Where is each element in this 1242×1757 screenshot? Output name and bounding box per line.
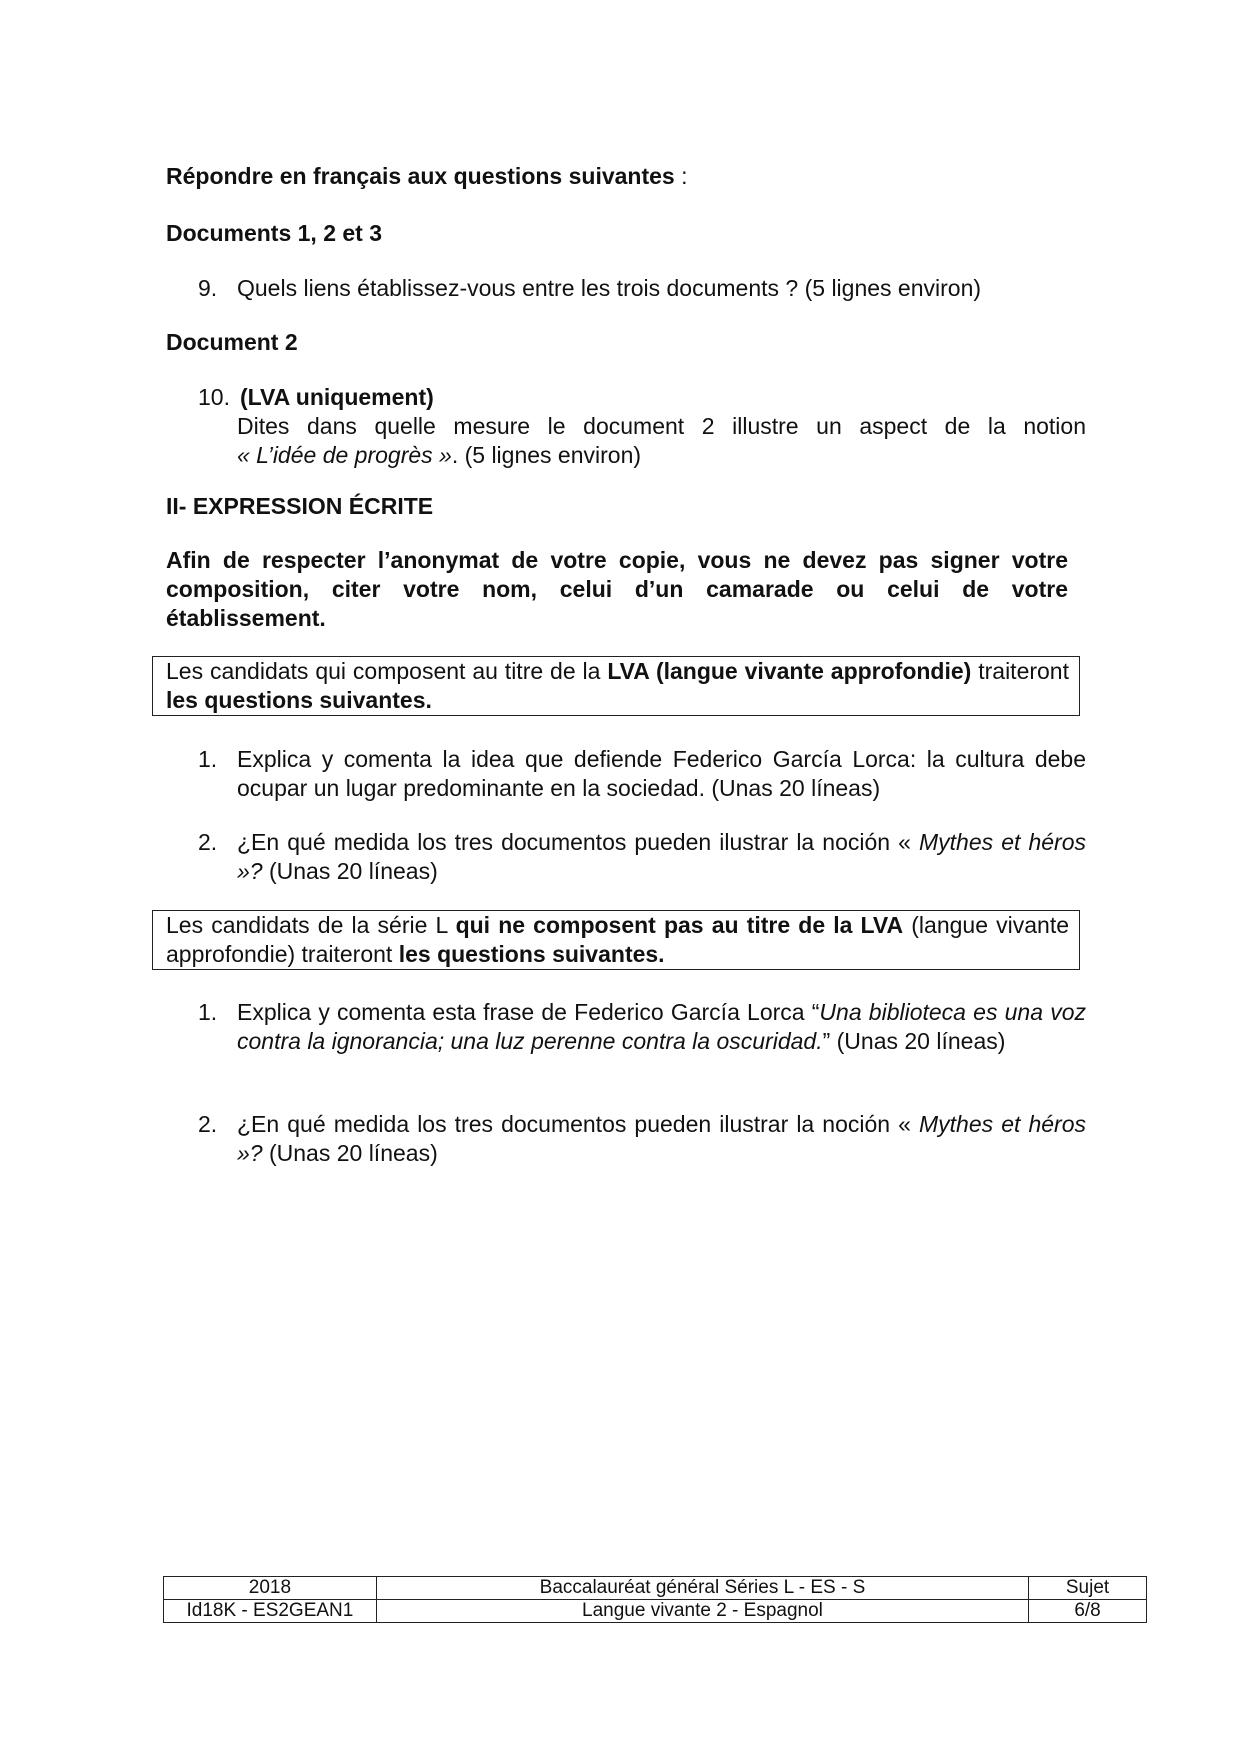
heading-document-2: Document 2	[166, 329, 298, 355]
question-post: (Unas 20 líneas)	[262, 858, 438, 884]
question-text-continued	[237, 441, 1086, 470]
question-number: 2.	[198, 1111, 218, 1137]
question-tail: . (5 lignes environ)	[451, 442, 642, 468]
footer-subject: Langue vivante 2 - Espagnol	[376, 1600, 1028, 1623]
question-post: ” (Unas 20 líneas)	[822, 1028, 1006, 1054]
question-pre: ¿En qué medida los tres documentos pueden ilustrar la noción «	[237, 829, 919, 855]
instructions-colon: :	[674, 163, 688, 189]
notion-name: « L’idée de progrès »	[237, 442, 452, 468]
box-bold-non-lva: qui ne composent pas au titre de la LVA	[455, 912, 904, 938]
box-bold-questions: les questions suivantes.	[166, 687, 432, 713]
question-number: 1.	[198, 999, 218, 1025]
question-number: 1.	[198, 746, 218, 772]
question-pre: Explica y comenta esta frase de Federico García Lorca “	[237, 999, 820, 1025]
footer-row	[164, 1577, 1147, 1600]
question-number: 10.	[198, 384, 230, 410]
footer-exam: Baccalauréat général Séries L - ES - S	[376, 1577, 1028, 1600]
anonymity-warning: Afin de respecter l’anonymat de votre copie, vous ne devez pas signer votre composition, citer votre nom, celui d’un camarade ou celui de votre établissement.	[166, 547, 1068, 631]
notion-name: Mythes et héros »?	[237, 829, 1086, 884]
question-text: Quels liens établissez-vous entre les trois documents ? (5 lignes environ)	[237, 275, 982, 301]
non-lva-instructions-box	[152, 910, 1080, 970]
non-lva-question-1	[198, 998, 1086, 1056]
question-number: 2.	[198, 829, 218, 855]
footer-row	[164, 1600, 1147, 1623]
notion-name: Mythes et héros »?	[237, 1111, 1086, 1166]
box-bold-questions: les questions suivantes.	[398, 941, 665, 967]
question-10	[198, 383, 1086, 470]
question-9	[198, 274, 1086, 303]
question-text: Dites dans quelle mesure le document 2 illustre un aspect de la notion	[237, 413, 1086, 439]
footer-page: 6/8	[1029, 1600, 1147, 1623]
lva-question-1	[198, 745, 1086, 803]
lorca-quote: Una biblioteca es una voz contra la ignorancia; una luz perenne contra la oscuridad.	[237, 999, 1086, 1054]
question-number: 9.	[198, 275, 218, 301]
question-pre: ¿En qué medida los tres documentos pueden ilustrar la noción «	[237, 1111, 919, 1137]
lva-only-label: (LVA uniquement)	[240, 384, 434, 410]
question-title	[240, 383, 1086, 412]
footer-year: 2018	[164, 1577, 377, 1600]
heading-expression-ecrite: II- EXPRESSION ÉCRITE	[166, 493, 434, 519]
lva-question-2	[198, 828, 1086, 886]
heading-documents-1-2-3: Documents 1, 2 et 3	[166, 220, 383, 246]
question-post: (Unas 20 líneas)	[262, 1140, 438, 1166]
box-text: Les candidats qui composent au titre de la	[166, 658, 608, 684]
footer-code: Id18K - ES2GEAN1	[164, 1600, 377, 1623]
question-text	[237, 998, 1086, 1056]
box-bold-lva: LVA (langue vivante approfondie)	[607, 658, 972, 684]
question-text	[237, 828, 1086, 886]
footer-type: Sujet	[1029, 1577, 1147, 1600]
box-text: (langue vivante approfondie) traiteront	[166, 912, 1069, 967]
lva-instructions-box	[152, 656, 1080, 716]
non-lva-question-2	[198, 1110, 1086, 1168]
box-text: Les candidats de la série L	[166, 912, 456, 938]
instructions-text: Répondre en français aux questions suivantes	[166, 163, 675, 189]
question-text: Explica y comenta la idea que defiende Federico García Lorca: la cultura debe ocupar un lugar predominante en la sociedad. (Unas 20 líneas)	[237, 746, 1086, 801]
instructions-line	[166, 162, 1086, 191]
footer-table	[163, 1576, 1147, 1623]
box-text: traiteront	[971, 658, 1069, 684]
question-text	[237, 1110, 1086, 1168]
